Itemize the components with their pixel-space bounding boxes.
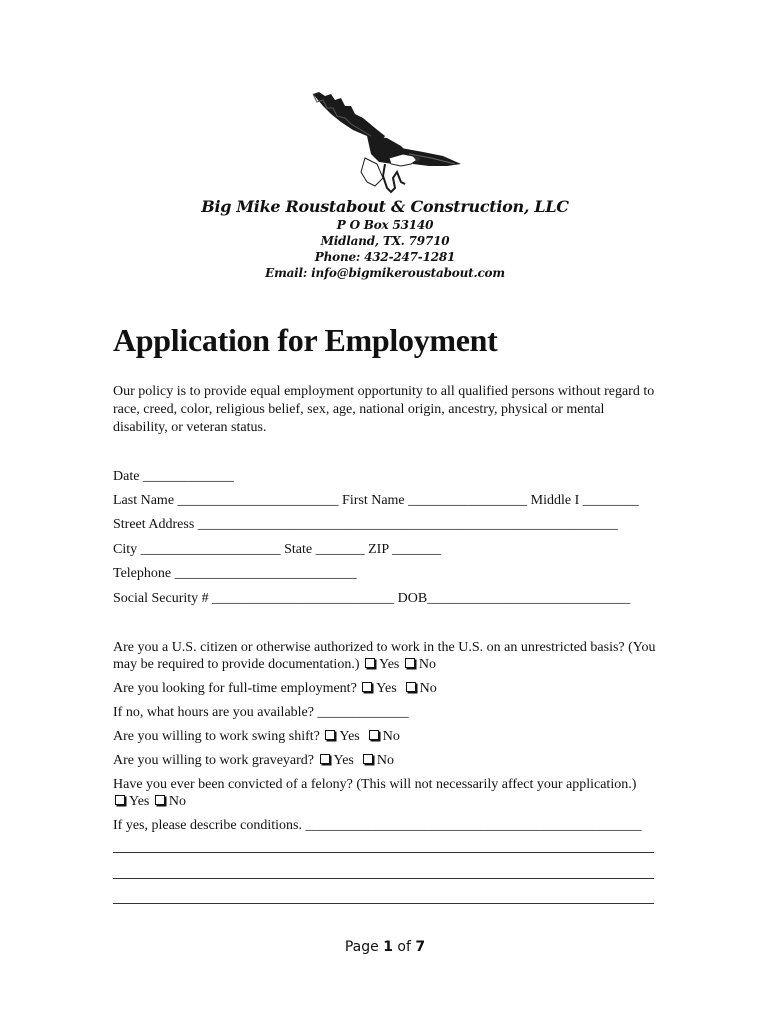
question-graveyard-shift <box>113 752 658 769</box>
no-label: No <box>419 681 437 696</box>
question-text: Are you willing to work graveyard? <box>113 753 314 768</box>
yes-label: Yes <box>333 753 354 768</box>
page-title: Application for Employment <box>113 322 498 358</box>
question-felony-conditions[interactable]: If yes, please describe conditions. ________________________________________________ <box>113 818 642 833</box>
policy-statement: Our policy is to provide equal employment opportunity to all qualified persons without regard to race, creed, color, religious belief, sex, age, national origin, ancestry, physical or mental disability, or veteran status. <box>113 384 655 435</box>
question-hours-available[interactable]: If no, what hours are you available? _____________ <box>113 705 409 720</box>
yes-checkbox[interactable] <box>325 730 335 740</box>
date-field[interactable]: Date _____________ <box>113 469 234 484</box>
no-checkbox[interactable] <box>405 658 415 668</box>
company-po-box: P O Box 53140 <box>336 218 434 232</box>
page-prefix: Page <box>344 939 379 955</box>
question-felony <box>113 776 658 810</box>
yes-checkbox[interactable] <box>365 658 375 668</box>
question-swing-shift <box>113 728 658 745</box>
company-phone: Phone: 432-247-1281 <box>314 250 456 264</box>
question-text: Are you looking for full-time employment? <box>113 681 357 696</box>
yes-label: Yes <box>376 681 397 696</box>
page-number: 1 <box>383 939 393 955</box>
question-text: Are you willing to work swing shift? <box>113 729 320 744</box>
page-of: of <box>397 939 411 955</box>
no-checkbox[interactable] <box>155 795 165 805</box>
page-footer <box>0 939 770 955</box>
no-checkbox[interactable] <box>406 682 416 692</box>
eagle-icon <box>305 92 465 196</box>
yes-label: Yes <box>129 794 150 809</box>
question-work-authorization <box>113 639 658 673</box>
street-address-field[interactable]: Street Address ____________________________________________________________ <box>113 517 618 532</box>
no-label: No <box>382 729 400 744</box>
company-city-state-zip: Midland, TX. 79710 <box>320 234 450 248</box>
yes-label: Yes <box>378 657 400 672</box>
no-label: No <box>418 657 436 672</box>
no-label: No <box>168 794 186 809</box>
name-fields[interactable]: Last Name _______________________ First Name _________________ Middle I ________ <box>113 493 639 508</box>
yes-checkbox[interactable] <box>115 795 125 805</box>
city-state-zip-fields[interactable]: City ____________________ State _______ ZIP _______ <box>113 542 442 557</box>
company-email: Email: info@bigmikeroustabout.com <box>265 266 505 280</box>
yes-checkbox[interactable] <box>320 754 330 764</box>
company-name: Big Mike Roustabout & Construction, LLC <box>201 197 569 216</box>
no-label: No <box>376 753 394 768</box>
question-text: Have you ever been convicted of a felony? (This will not necessarily affect your application.) <box>113 777 637 792</box>
no-checkbox[interactable] <box>369 730 379 740</box>
yes-checkbox[interactable] <box>362 682 372 692</box>
telephone-field[interactable]: Telephone __________________________ <box>113 566 357 581</box>
page-total: 7 <box>415 939 426 955</box>
yes-label: Yes <box>339 729 360 744</box>
answer-line[interactable] <box>113 878 654 879</box>
no-checkbox[interactable] <box>363 754 373 764</box>
answer-line[interactable] <box>113 903 654 904</box>
question-text: Are you a U.S. citizen or otherwise authorized to work in the U.S. on an unrestricted basis? (You may be required to provide documentation.) <box>113 640 656 672</box>
question-full-time <box>113 680 658 697</box>
ssn-dob-fields[interactable]: Social Security # __________________________ DOB_____________________________ <box>113 591 631 606</box>
answer-line[interactable] <box>113 852 654 853</box>
